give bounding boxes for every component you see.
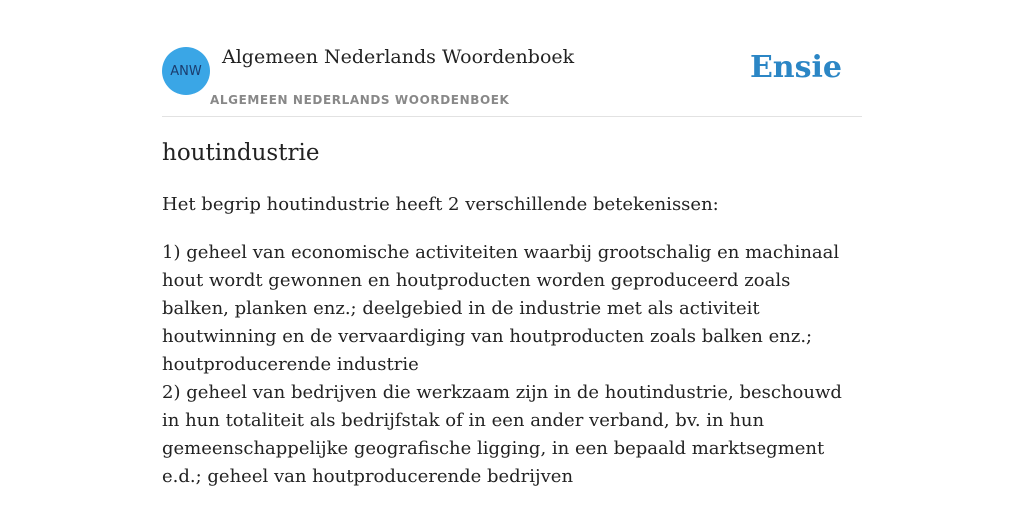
anw-logo[interactable]	[162, 47, 210, 95]
header	[162, 0, 862, 117]
entry-intro: Het begrip houtindustrie heeft 2 verschillende betekenissen:	[162, 194, 719, 215]
logo-text: ANW	[170, 63, 202, 79]
ensie-brand-logo[interactable]: Ensie	[749, 50, 842, 85]
entry-word: houtindustrie	[162, 140, 320, 166]
dictionary-title[interactable]: Algemeen Nederlands Woordenboek	[222, 46, 575, 68]
page-container	[162, 0, 862, 487]
definition-item: 2) geheel van bedrijven die werkzaam zijn in de houtindustrie, beschouwd in hun totaliteit als bedrijfstak of in een ander verband, bv. in hun gemeenschappelijke geografische ligging, in een bepaald marktsegment e.d.; geheel van houtproducerende bedrijven	[162, 382, 842, 487]
dictionary-subtitle: ALGEMEEN NEDERLANDS WOORDENBOEK	[210, 93, 510, 107]
definitions-list	[162, 239, 862, 491]
definition-item: 1) geheel van economische activiteiten waarbij grootschalig en machinaal hout wordt gewonnen en houtproducten worden geproduceerd zoals balken, planken enz.; deelgebied in de industrie met als activiteit houtwinning en de vervaardiging van houtproducten zoals balken enz.; houtproducerende industrie	[162, 242, 840, 375]
